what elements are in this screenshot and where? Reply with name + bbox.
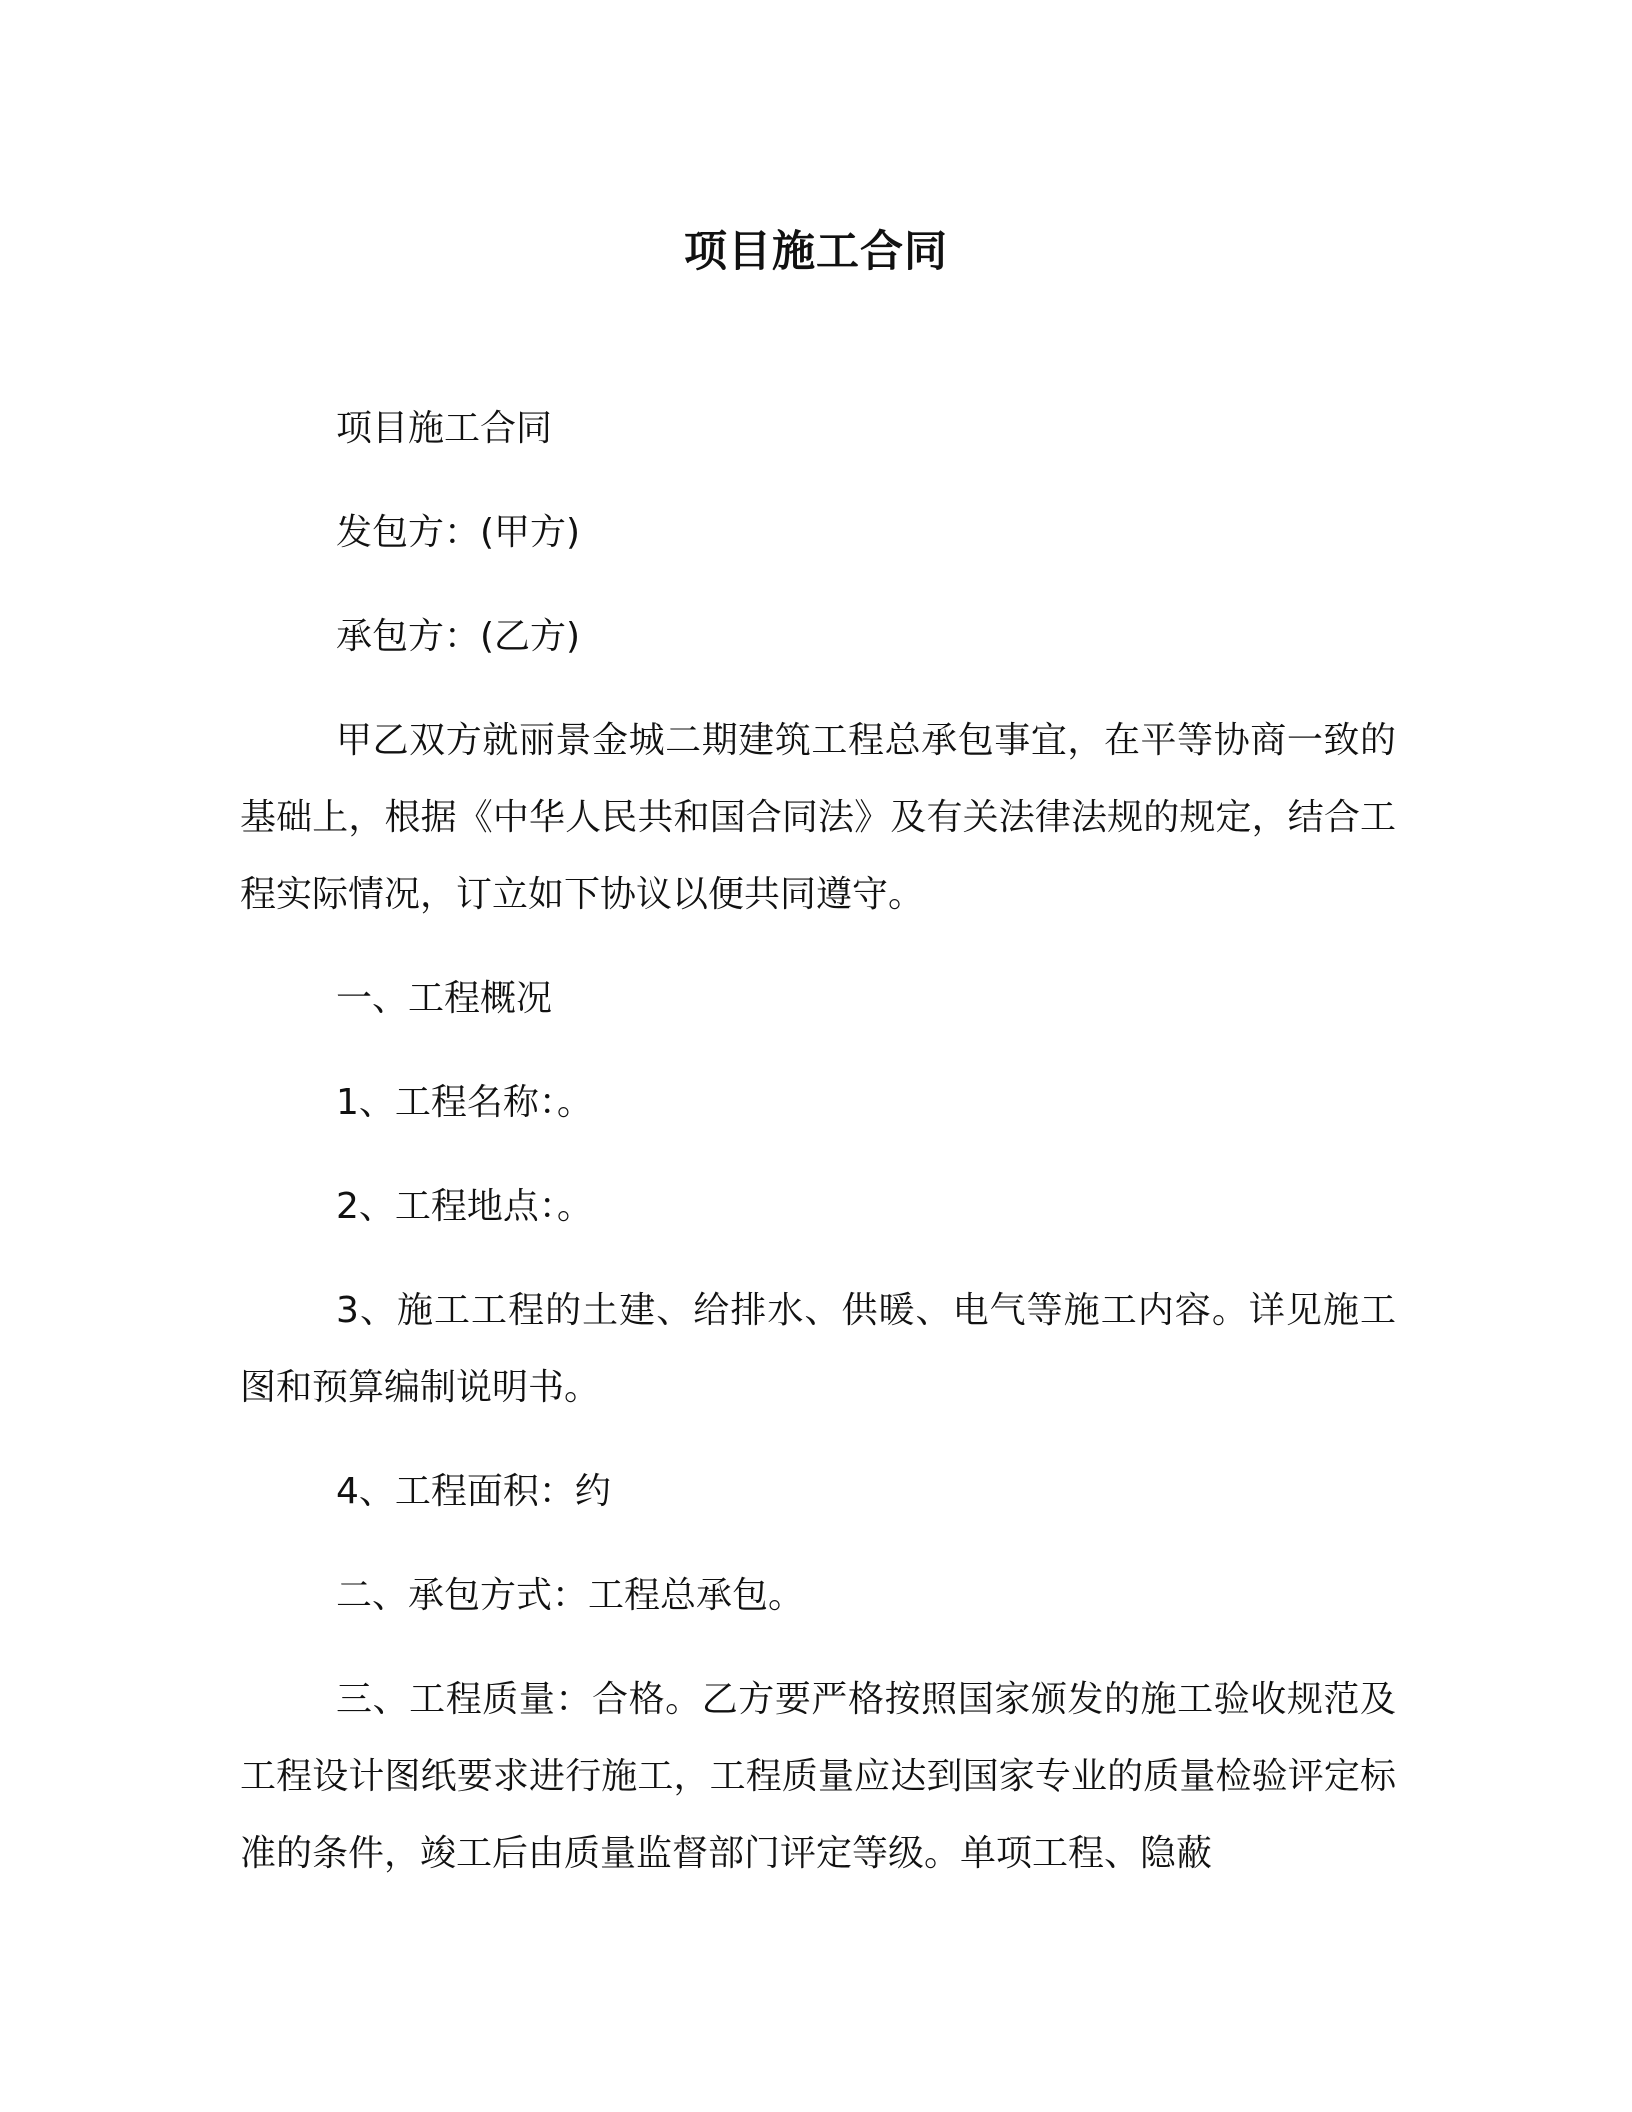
project-name-paragraph: 1、工程名称：。	[336, 1082, 593, 1123]
employer-paragraph: 发包方：(甲方)	[336, 512, 581, 553]
contractor-paragraph: 承包方：(乙方)	[336, 616, 581, 657]
contract-method-paragraph: 二、承包方式：工程总承包。	[336, 1575, 805, 1616]
preamble-paragraph: 甲乙双方就丽景金城二期建筑工程总承包事宜，在平等协商一致的基础上，根据《中华人民共和国合同法》及有关法律法规的规定，结合工程实际情况，订立如下协议以便共同遵守。	[240, 720, 1396, 915]
document-title: 项目施工合同	[684, 227, 948, 277]
subtitle-paragraph: 项目施工合同	[336, 408, 553, 449]
section-heading-overview: 一、工程概况	[336, 978, 553, 1019]
quality-paragraph: 三、工程质量：合格。乙方要严格按照国家颁发的施工验收规范及工程设计图纸要求进行施工，工程质量应达到国家专业的质量检验评定标准的条件，竣工后由质量监督部门评定等级。单项工程、隐蔽	[240, 1679, 1396, 1874]
scope-paragraph: 3、施工工程的土建、给排水、供暖、电气等施工内容。详见施工图和预算编制说明书。	[240, 1290, 1396, 1408]
document-body	[240, 390, 1396, 1919]
project-location-paragraph: 2、工程地点：。	[336, 1186, 593, 1227]
area-paragraph: 4、工程面积：约	[336, 1471, 611, 1512]
